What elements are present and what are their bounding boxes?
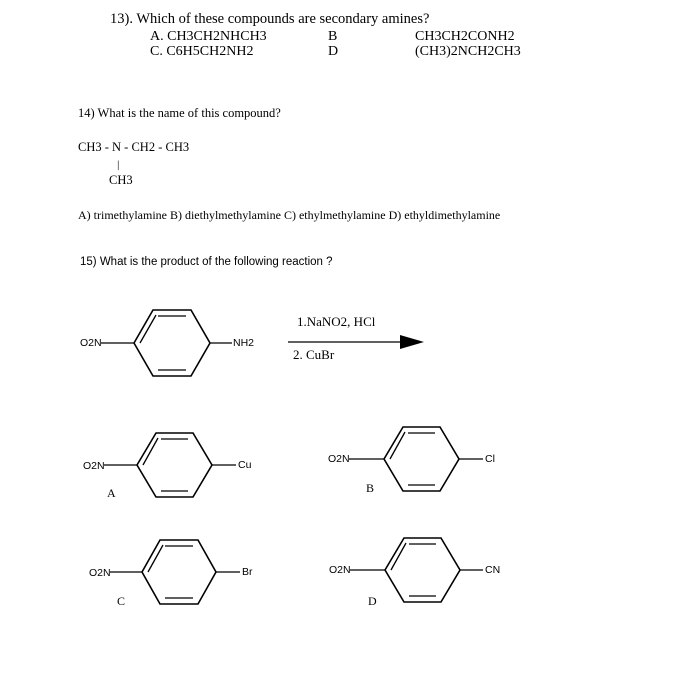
q13-option-d-letter: D: [328, 44, 339, 59]
choice-c-right-group: Br: [242, 566, 253, 578]
choice-a-left-group: O2N: [83, 460, 105, 472]
q13-option-b-letter: B: [328, 29, 338, 44]
q14-answer-choices: A) trimethylamine B) diethylmethylamine C) ethylmethylamine D) ethyldimethylamine: [78, 208, 501, 222]
choice-b-benzene-ring: [384, 427, 459, 491]
reactant-benzene-ring: [134, 310, 210, 376]
choice-d-left-group: O2N: [329, 564, 351, 576]
choice-c-left-group: O2N: [89, 567, 111, 579]
choice-a-right-group: Cu: [238, 459, 252, 471]
choice-d-right-group: CN: [485, 564, 501, 576]
reaction-condition-1: 1.NaNO2, HCl: [297, 314, 376, 329]
choice-b-label: B: [366, 481, 375, 495]
reactant-right-group: NH2: [233, 337, 255, 349]
choice-c-label: C: [117, 594, 126, 608]
q14-methyl-group: CH3: [109, 173, 133, 187]
choice-a-label: A: [107, 486, 116, 500]
reactant-left-group: O2N: [80, 337, 102, 349]
q15-question: 15) What is the product of the following reaction ?: [80, 256, 333, 268]
choice-d-benzene-ring: [385, 538, 460, 602]
choice-c-benzene-ring: [142, 540, 216, 604]
reaction-condition-2: 2. CuBr: [293, 347, 335, 362]
q14-question: 14) What is the name of this compound?: [78, 106, 281, 120]
q13-option-a: A. CH3CH2NHCH3: [150, 29, 267, 44]
choice-a-benzene-ring: [137, 433, 212, 497]
choice-b-right-group: Cl: [485, 453, 495, 465]
q13-option-d: (CH3)2NCH2CH3: [415, 44, 521, 59]
choice-d-label: D: [368, 594, 377, 608]
q14-bond-mark: |: [117, 160, 120, 171]
choice-b-left-group: O2N: [328, 453, 350, 465]
q13-option-b: CH3CH2CONH2: [415, 29, 515, 44]
reaction-arrow: [400, 335, 424, 349]
q13-question: 13). Which of these compounds are secondary amines?: [110, 11, 430, 27]
q14-formula: CH3 - N - CH2 - CH3: [78, 140, 190, 154]
q13-option-c: C. C6H5CH2NH2: [150, 44, 254, 59]
